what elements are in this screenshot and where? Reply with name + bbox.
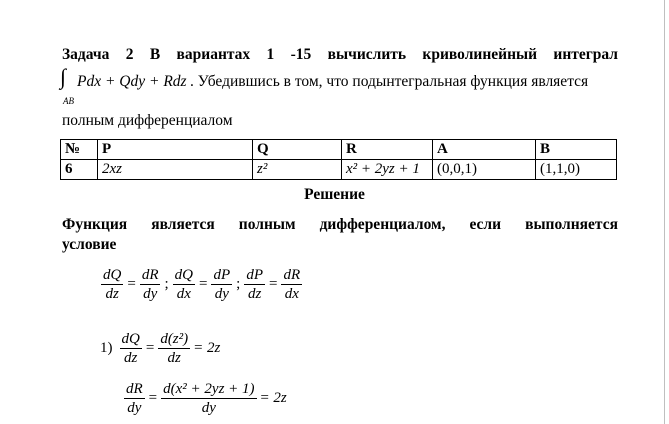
solution-heading: Решение bbox=[304, 186, 365, 203]
fraction: $\frac{dR}{dy}$ bbox=[126, 381, 143, 416]
task-title-line: Задача 2 В вариантах 1 -15 вычислить криволинейный интеграл bbox=[62, 46, 618, 63]
table-cell: (0,0,1) bbox=[433, 160, 536, 180]
step2-result: = 2z bbox=[259, 390, 287, 406]
header-cell: A bbox=[433, 140, 536, 160]
header-cell: P bbox=[98, 140, 253, 160]
table-cell: 2xz bbox=[98, 160, 253, 180]
fraction: $\frac{dQ}{dz}$ bbox=[103, 267, 122, 302]
integral-subscript: AB bbox=[63, 96, 74, 106]
table-cell: x² + 2yz + 1 bbox=[342, 160, 433, 180]
fraction: $\frac{dR}{dx}$ bbox=[283, 267, 301, 302]
variant-table bbox=[60, 139, 617, 180]
step1-result: = 2z bbox=[193, 340, 221, 356]
fraction: $\frac{dP}{dz}$ bbox=[246, 267, 263, 302]
fraction: $\frac{\text{d(x² + 2yz + 1)}}{dy}$ bbox=[163, 381, 255, 416]
table-cell: 6 bbox=[61, 160, 98, 180]
fraction: $\frac{dP}{dy}$ bbox=[213, 267, 231, 302]
condition-line-1: Функция является полным дифференциалом, если выполняется bbox=[62, 216, 618, 233]
task-line-3: полным дифференциалом bbox=[62, 112, 233, 129]
header-cell: R bbox=[342, 140, 433, 160]
table-cell: (1,1,0) bbox=[536, 160, 617, 180]
integral-sign: ∫ bbox=[60, 64, 67, 89]
integrand: Pdx + Qdy + Rdz bbox=[77, 73, 187, 90]
header-cell: № bbox=[61, 140, 98, 160]
table-header-row bbox=[61, 140, 617, 160]
table-cell: z² bbox=[253, 160, 342, 180]
step1-equation: 1) $\frac{dQ}{dz}$ = $\frac{\text{d(z²)}}{dz}$ = 2z bbox=[100, 331, 221, 366]
page-edge bbox=[664, 0, 665, 424]
header-cell: B bbox=[536, 140, 617, 160]
step2-equation: $\frac{dR}{dy}$ = $\frac{\text{d(x² + 2yz + 1)}}{dy}$ = 2z bbox=[126, 381, 287, 416]
fraction: $\frac{dQ}{dz}$ bbox=[121, 331, 140, 366]
fraction: $\frac{dQ}{dx}$ bbox=[174, 267, 193, 302]
fraction: $\frac{\text{d(z²)}}{dz}$ bbox=[160, 331, 189, 366]
header-cell: Q bbox=[253, 140, 342, 160]
condition-equations: $\frac{dQ}{dz}$ = $\frac{dR}{dy}$ ; $\frac{dQ}{dx}$ = $\frac{dP}{dy}$ ; $\frac{dP}{dz}$ = $\frac{dR}{dx}$ bbox=[103, 267, 301, 302]
condition-line-2: условие bbox=[62, 236, 117, 253]
table-row bbox=[61, 160, 617, 180]
task-line-2: . Убедившись в том, что подынтегральная функция является bbox=[190, 73, 589, 90]
step-label: 1) bbox=[100, 340, 113, 356]
fraction: $\frac{dR}{dy}$ bbox=[141, 267, 159, 302]
